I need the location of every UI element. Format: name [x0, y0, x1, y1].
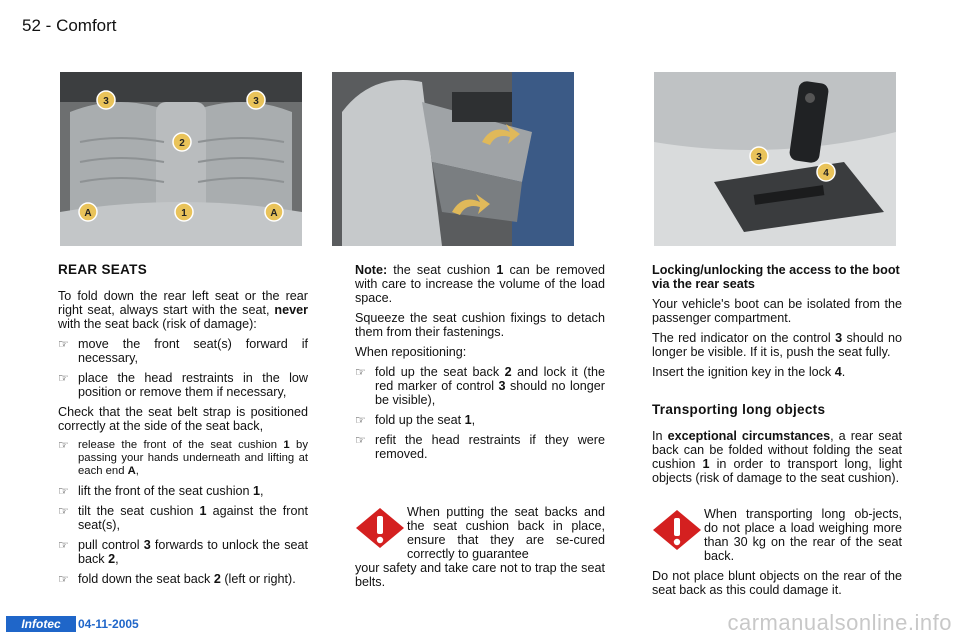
- list-item: ☞ tilt the seat cushion 1 against the front seat(s),: [58, 504, 308, 532]
- pointing-hand-icon: ☞: [355, 413, 366, 427]
- column-boot-access: [652, 263, 902, 603]
- note-paragraph: Note: the seat cushion 1 can be removed with care to increase the volume of the load space.: [355, 263, 605, 305]
- long-objects-title: Transporting long objects: [652, 402, 826, 417]
- warning-box: [355, 505, 605, 589]
- svg-text:3: 3: [103, 96, 109, 107]
- watermark: carmanualsonline.info: [727, 610, 952, 635]
- footer-date: 04-11-2005: [78, 617, 139, 631]
- warning-text-indented: When transporting long ob-jects, do not place a load weighing more than 30 kg on the rear of the seat back.: [704, 507, 902, 563]
- intro-paragraph: To fold down the rear left seat or the rear right seat, always start with the seat, never with the seat back (risk of damage):: [58, 289, 308, 331]
- check-paragraph: Check that the seat belt strap is positioned correctly at the side of the seat back,: [58, 405, 308, 433]
- svg-text:2: 2: [179, 138, 185, 149]
- rear-seats-illustration: [60, 72, 302, 246]
- list-item: ☞ place the head restraints in the low position or remove them if necessary,: [58, 371, 308, 399]
- list-item: ☞ refit the head restraints if they were removed.: [355, 433, 605, 461]
- rear-seats-title: REAR SEATS: [58, 262, 148, 277]
- lock-paragraph-1: Your vehicle's boot can be isolated from the passenger compartment.: [652, 297, 902, 325]
- list-item: ☞ pull control 3 forwards to unlock the seat back 2,: [58, 538, 308, 566]
- lock-paragraph-2: The red indicator on the control 3 should no longer be visible. If it is, push the seat fully.: [652, 331, 902, 359]
- svg-text:3: 3: [253, 96, 259, 107]
- photo-folded-seat: [332, 72, 574, 246]
- list-item: ☞ move the front seat(s) forward if necessary,: [58, 337, 308, 365]
- column-rear-seats: [58, 263, 308, 592]
- svg-text:A: A: [84, 208, 92, 219]
- pointing-hand-icon: ☞: [58, 337, 69, 351]
- svg-text:1: 1: [181, 208, 187, 219]
- svg-text:3: 3: [756, 152, 762, 163]
- page-number: 52: [22, 16, 41, 35]
- boot-lock-illustration: [654, 72, 896, 246]
- pointing-hand-icon: ☞: [355, 365, 366, 379]
- pointing-hand-icon: ☞: [58, 438, 69, 452]
- warning-text-indented: When putting the seat backs and the seat cushion back in place, ensure that they are se-cured correctly to guarantee: [407, 505, 605, 561]
- warning-box: [652, 507, 902, 597]
- pointing-hand-icon: ☞: [58, 504, 69, 518]
- repositioning-label: When repositioning:: [355, 345, 467, 359]
- list-item: ☞ fold up the seat 1,: [355, 413, 476, 427]
- list-item: ☞ lift the front of the seat cushion 1,: [58, 484, 264, 498]
- page-header: [22, 16, 117, 36]
- warning-text: your safety and take care not to trap the seat belts.: [355, 561, 605, 589]
- pointing-hand-icon: ☞: [58, 538, 69, 552]
- folded-seat-illustration: [332, 72, 574, 246]
- infotec-logo: Infotec: [6, 616, 76, 632]
- list-item: ☞ fold up the seat back 2 and lock it (the red marker of control 3 should no longer be visible),: [355, 365, 605, 407]
- photo-boot-lock: [654, 72, 896, 246]
- pointing-hand-icon: ☞: [58, 572, 69, 586]
- lock-title: Locking/unlocking the access to the boot via the rear seats: [652, 263, 900, 291]
- warning-text: Do not place blunt objects on the rear of the seat back as this could damage it.: [652, 569, 902, 597]
- pointing-hand-icon: ☞: [355, 433, 366, 447]
- section-title: Comfort: [56, 16, 117, 35]
- squeeze-paragraph: Squeeze the seat cushion fixings to detach them from their fastenings.: [355, 311, 605, 339]
- svg-text:A: A: [270, 208, 278, 219]
- list-item: ☞ release the front of the seat cushion 1 by passing your hands underneath and lifting at each end A,: [58, 438, 308, 477]
- header-separator: -: [45, 16, 52, 35]
- long-objects-paragraph: In exceptional circumstances, a rear seat back can be folded without folding the seat cushion 1 in order to transport long, light objects (risk of damage to the seat cushion).: [652, 429, 902, 485]
- column-notes: [355, 263, 605, 595]
- pointing-hand-icon: ☞: [58, 484, 69, 498]
- warning-exclamation-icon: [355, 507, 405, 549]
- lock-paragraph-3: Insert the ignition key in the lock 4.: [652, 365, 846, 379]
- svg-text:4: 4: [823, 168, 829, 179]
- photo-rear-seats: [60, 72, 302, 246]
- list-item: ☞ fold down the seat back 2 (left or right).: [58, 572, 296, 586]
- warning-exclamation-icon: [652, 509, 702, 551]
- pointing-hand-icon: ☞: [58, 371, 69, 385]
